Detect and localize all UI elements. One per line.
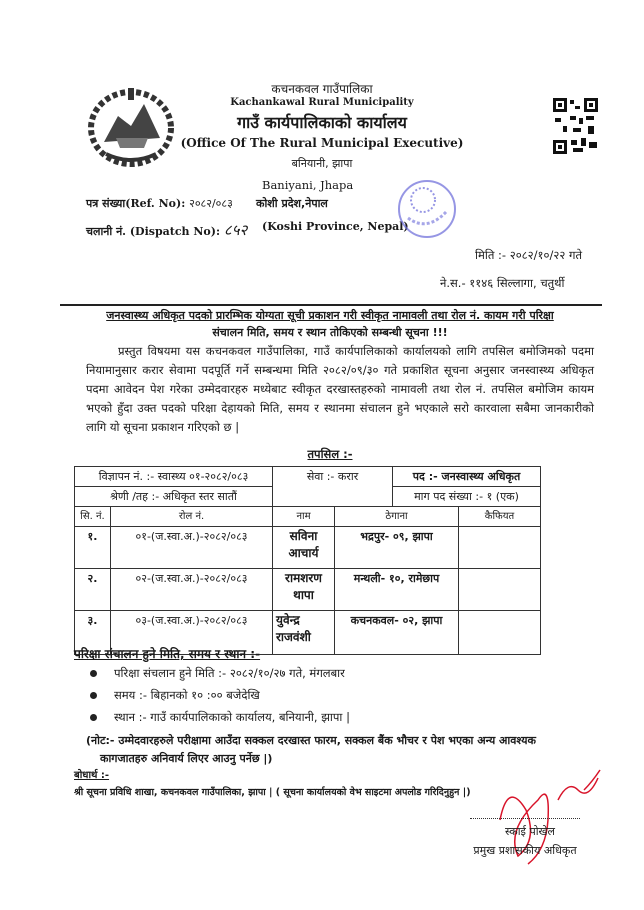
row-roll: ०३-(ज.स्वा.अ.)-२०८२/०८३ [111,611,273,655]
signatory-title: प्रमुख प्रशासकीय अधिकृत [473,844,577,857]
list-item [90,684,350,706]
row-address: भद्रपुर- ०९, झापा [335,527,459,569]
address-en: Baniyani, Jhapa [262,178,354,192]
header-divider [60,304,602,306]
address-ne: बनियानी, झापा [291,157,353,170]
municipality-name-ne: कचनकवल गाउँपालिका [271,82,373,96]
col-serial: सि. नं. [75,507,111,527]
table-column-headers [75,507,541,527]
col-name: नाम [273,507,335,527]
demand-count: माग पद संख्या :- १ (एक) [393,487,541,507]
exam-time: समय :- बिहानको १० :०० बजेदेखि [114,688,260,702]
bullet-icon [90,714,97,721]
row-roll: ०२-(ज.स्वा.अ.)-२०८२/०८३ [111,569,273,611]
exam-venue: स्थान :- गाउँ कार्यपालिकाको कार्यालय, बनियानी, झापा | [114,710,350,724]
ref-number [86,196,233,211]
body-paragraph: प्रस्तुत विषयमा यस कचनकवल गाउँपालिका, गाउँ कार्यपालिकाको कार्यालयको लागि तपसिल बमोजिमको पदमा नियामानुसार करार सेवामा पदपूर्ति गर्ने सम्बन्धमा मिति २०८२/०९/३० गते प्रकाशित सूचना अनुसार जनस्वास्थ्य अधिकृत पदमा आवेदन पेश गरेका उम्मेदवारहरु मध्येबाट स्वीकृत दरखास्तहरुको नामावली तथा रोल नं. तपसिल बमोजिम कायम भएको हुँदा उक्त पदको परिक्षा देहायको मिति, समय र स्थानमा संचालन हुने भएकाले सरो कारवाला सबैमा जानकारीको लागि यो सूचना प्रकाशन गरिएको छ | [86,344,594,434]
row-remarks [459,569,541,611]
service-level: श्रेणी /तह :- अधिकृत स्तर सातौं [75,487,273,507]
issue-date: मिति :- २०८२/१०/२२ गते [475,248,582,262]
col-roll: रोल नं. [111,507,273,527]
row-address: मन्थली- १०, रामेछाप [335,569,459,611]
row-name: रामशरण थापा [273,569,335,611]
cc-label: बोधार्थ :- [74,770,110,781]
municipality-name-en: Kachankawal Rural Municipality [230,97,414,108]
row-serial: ३. [75,611,111,655]
signature-dotted-line [470,818,580,819]
col-remarks: कैफियत [459,507,541,527]
exam-date: परिक्षा संचलान हुने मिति :- २०८२/१०/२७ गते, मंगलबार [114,666,345,680]
row-serial: १. [75,527,111,569]
exam-heading: परिक्षा संचालन हुने मिति, समय र स्थान :- [74,647,261,661]
row-name: युवेन्द्र राजवंशी [273,611,335,655]
subject-line-2: संचालन मिति, समय र स्थान तोकिएको सम्बन्धी सूचना !!! [212,326,448,339]
cc-text: श्री सूचना प्रविधि शाखा, कचनकवल गाउँपालिका, झापा | ( सूचना कार्यालयको वेभ साइटमा अपलोड गरिदिनुहुन |) [74,787,471,798]
post-name: पद :- जनस्वास्थ्य अधिकृत [393,467,541,487]
note-line-2: कागजातहरु अनिवार्य लिएर आउनु पर्नेछ |) [100,752,273,765]
col-address: ठेगाना [335,507,459,527]
table-header-row-1 [75,467,541,487]
note-line-1: (नोट:- उम्मेदवारहरुले परीक्षामा आउँदा सक्कल दरखास्त फारम, सक्कल बैंक भौचर र पेश भएका अन्य आवश्यक [86,734,536,747]
service-type: सेवा :- करार [273,467,393,507]
row-serial: २. [75,569,111,611]
signatory-name: स्काई पोखेल [504,825,556,838]
ref-label: पत्र संख्या(Ref. No): [86,197,186,210]
table-row [75,527,541,569]
list-item [90,706,350,728]
qr-code-icon [553,98,598,154]
bullet-icon [90,692,97,699]
province-ne: कोशी प्रदेश,नेपाल [256,197,328,210]
office-stamp-icon [396,178,458,240]
row-address: कचनकवल- ०२, झापा [335,611,459,655]
dispatch-value: ८५२ [223,221,248,239]
nepal-sambat-date: ने.स.- ११४६ सिल्लागा, चतुर्थी [440,276,565,290]
row-remarks [459,527,541,569]
ref-value: २०८२/०८३ [189,197,233,210]
office-name-en: (Office Of The Rural Municipal Executive) [180,136,464,150]
candidate-table [74,466,541,655]
nepal-emblem-icon [86,82,176,168]
bullet-icon [90,670,97,677]
row-remarks [459,611,541,655]
advert-number: विज्ञापन नं. :- स्वास्थ्य ०१-२०८२/०८३ [75,467,273,487]
exam-details-list [90,662,350,728]
office-name-ne: गाउँ कार्यपालिकाको कार्यालय [237,113,407,132]
list-item [90,662,350,684]
province-en: (Koshi Province, Nepal) [262,220,409,233]
subject-line-1: जनस्वास्थ्य अधिकृत पदको प्रारम्भिक योग्यता सूची प्रकाशन गरी स्वीकृत नामावली तथा रोल नं. कायम गरी परिक्षा [106,309,554,322]
dispatch-label: चलानी नं. (Dispatch No): [86,225,221,238]
table-row [75,569,541,611]
row-roll: ०१-(ज.स्वा.अ.)-२०८२/०८३ [111,527,273,569]
dispatch-number [86,220,247,240]
table-title: तपसिल :- [307,447,353,461]
row-name: सविना आचार्य [273,527,335,569]
